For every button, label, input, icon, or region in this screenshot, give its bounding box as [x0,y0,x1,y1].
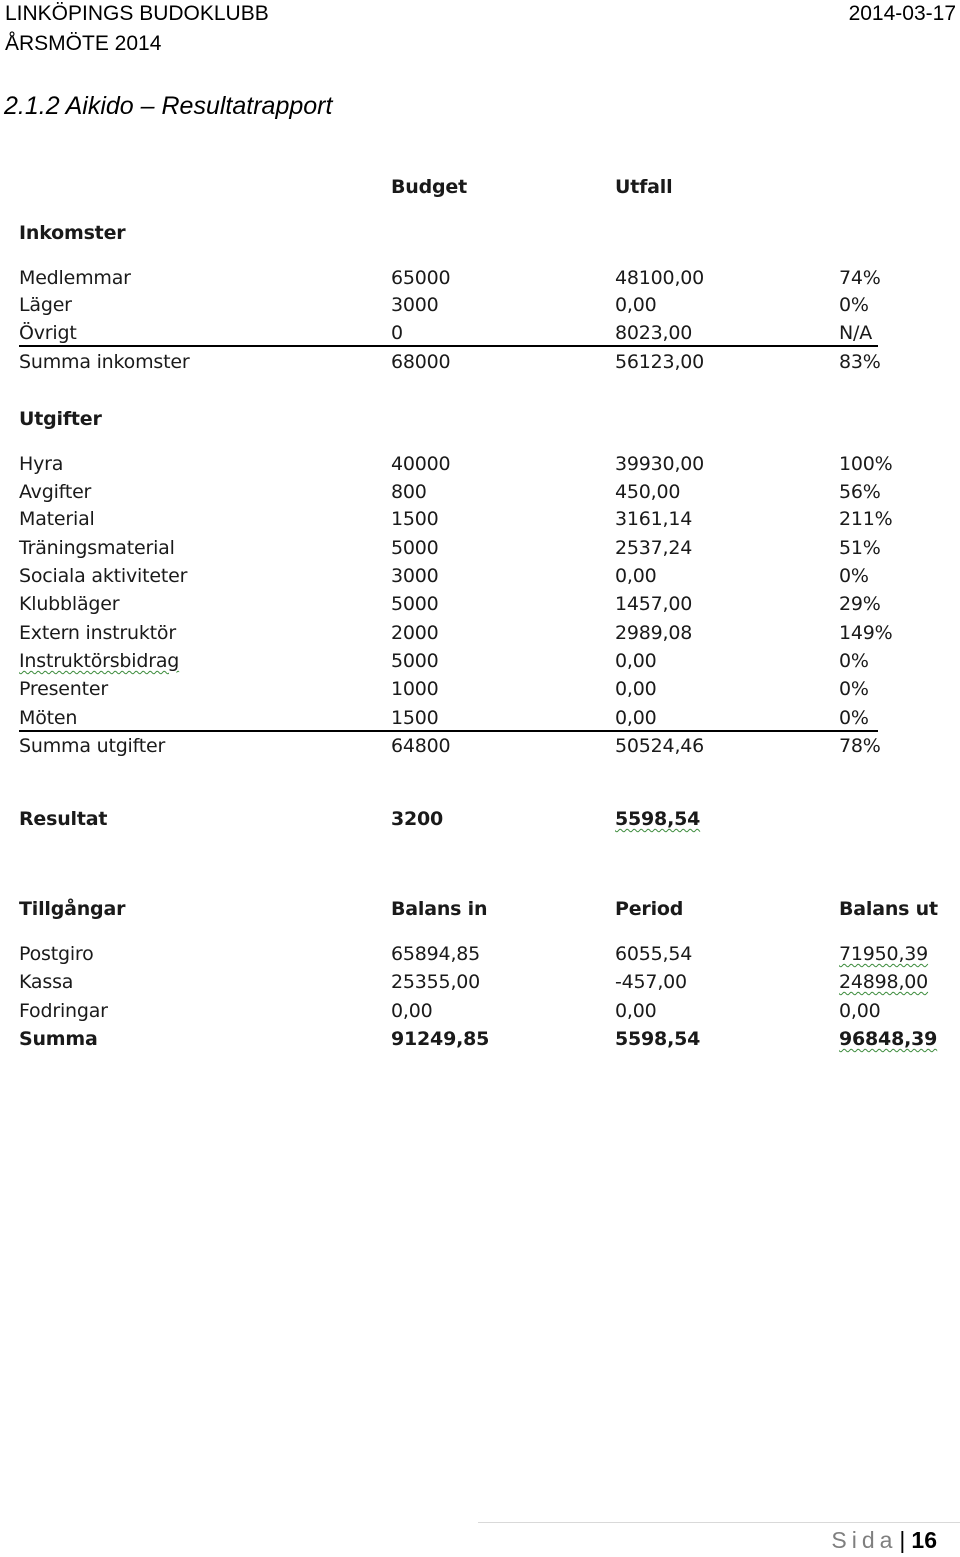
row-balance-out: 0,00 [839,1000,881,1022]
row-label: Hyra [19,453,64,475]
column-header-balance-in: Balans in [391,898,488,920]
row-balance-in: 0,00 [391,1000,433,1022]
column-header-balance-out: Balans ut [839,898,938,920]
row-outcome: 8023,00 [615,322,693,344]
row-outcome: 39930,00 [615,453,705,475]
row-percent: 0% [839,678,869,700]
row-percent: 0% [839,565,869,587]
row-label: Möten [19,707,78,729]
meeting-name: ÅRSMÖTE 2014 [5,32,162,55]
row-balance-in: 91249,85 [391,1028,490,1050]
row-percent: 74% [839,267,881,289]
row-label: Postgiro [19,943,94,965]
row-percent: 0% [839,294,869,316]
page-label: Sida [831,1527,898,1553]
row-percent: 56% [839,481,881,503]
row-outcome: 56123,00 [615,351,705,373]
row-budget: 3000 [391,565,439,587]
row-label: Material [19,508,95,530]
row-budget: 5000 [391,537,439,559]
page-separator: | [899,1527,906,1553]
row-budget: 5000 [391,593,439,615]
row-label: Övrigt [19,322,77,344]
row-budget: 1500 [391,707,439,729]
row-label: Kassa [19,971,74,993]
row-budget: 68000 [391,351,451,373]
row-period: 5598,54 [615,1028,701,1050]
row-label: Träningsmaterial [19,537,175,559]
row-label: Summa utgifter [19,735,166,757]
row-percent: 100% [839,453,893,475]
row-outcome: 0,00 [615,707,657,729]
row-budget: 65000 [391,267,451,289]
row-budget: 2000 [391,622,439,644]
result-label: Resultat [19,808,108,830]
section-title: 2.1.2 Aikido – Resultatrapport [4,92,333,120]
row-percent: 0% [839,650,869,672]
expenses-heading: Utgifter [19,408,102,430]
row-outcome: 2989,08 [615,622,693,644]
row-balance-out: 71950,39 [839,943,929,965]
row-outcome: 3161,14 [615,508,693,530]
row-balance-in: 65894,85 [391,943,481,965]
row-outcome: 50524,46 [615,735,705,757]
row-outcome: 450,00 [615,481,681,503]
page-number: 16 [911,1527,937,1553]
row-percent: 29% [839,593,881,615]
footer-divider [478,1522,960,1523]
income-heading: Inkomster [19,222,126,244]
result-budget: 3200 [391,808,444,830]
row-budget: 0 [391,322,403,344]
page-footer [831,1529,937,1552]
column-header-period: Period [615,898,684,920]
row-outcome: 2537,24 [615,537,693,559]
row-budget: 3000 [391,294,439,316]
row-balance-out: 24898,00 [839,971,929,993]
row-label: Summa [19,1028,98,1050]
row-outcome: 1457,00 [615,593,693,615]
income-total-divider [19,345,878,347]
row-percent: N/A [839,322,873,344]
row-balance-out: 96848,39 [839,1028,938,1050]
organization-name: LINKÖPINGS BUDOKLUBB [5,2,269,25]
column-header-outcome: Utfall [615,176,673,198]
row-period: 6055,54 [615,943,693,965]
row-period: 0,00 [615,1000,657,1022]
row-percent: 211% [839,508,893,530]
row-label: Avgifter [19,481,92,503]
row-label: Presenter [19,678,108,700]
row-percent: 149% [839,622,893,644]
row-period: -457,00 [615,971,687,993]
row-outcome: 0,00 [615,294,657,316]
result-outcome: 5598,54 [615,808,701,830]
row-label: Summa inkomster [19,351,190,373]
row-label: Klubbläger [19,593,120,615]
document-date: 2014-03-17 [848,2,956,25]
row-label: Medlemmar [19,267,131,289]
row-label: Fodringar [19,1000,108,1022]
row-label: Extern instruktör [19,622,176,644]
row-label: Instruktörsbidrag [19,650,180,672]
row-label: Sociala aktiviteter [19,565,188,587]
expenses-total-divider [19,730,878,732]
row-percent: 83% [839,351,881,373]
row-outcome: 48100,00 [615,267,705,289]
row-budget: 64800 [391,735,451,757]
row-percent: 0% [839,707,869,729]
row-budget: 1500 [391,508,439,530]
row-outcome: 0,00 [615,565,657,587]
row-outcome: 0,00 [615,678,657,700]
assets-heading: Tillgångar [19,898,126,920]
row-budget: 5000 [391,650,439,672]
row-balance-in: 25355,00 [391,971,481,993]
row-budget: 40000 [391,453,451,475]
column-header-budget: Budget [391,176,467,198]
row-budget: 1000 [391,678,439,700]
row-percent: 78% [839,735,881,757]
row-outcome: 0,00 [615,650,657,672]
row-label: Läger [19,294,72,316]
row-percent: 51% [839,537,881,559]
row-budget: 800 [391,481,427,503]
